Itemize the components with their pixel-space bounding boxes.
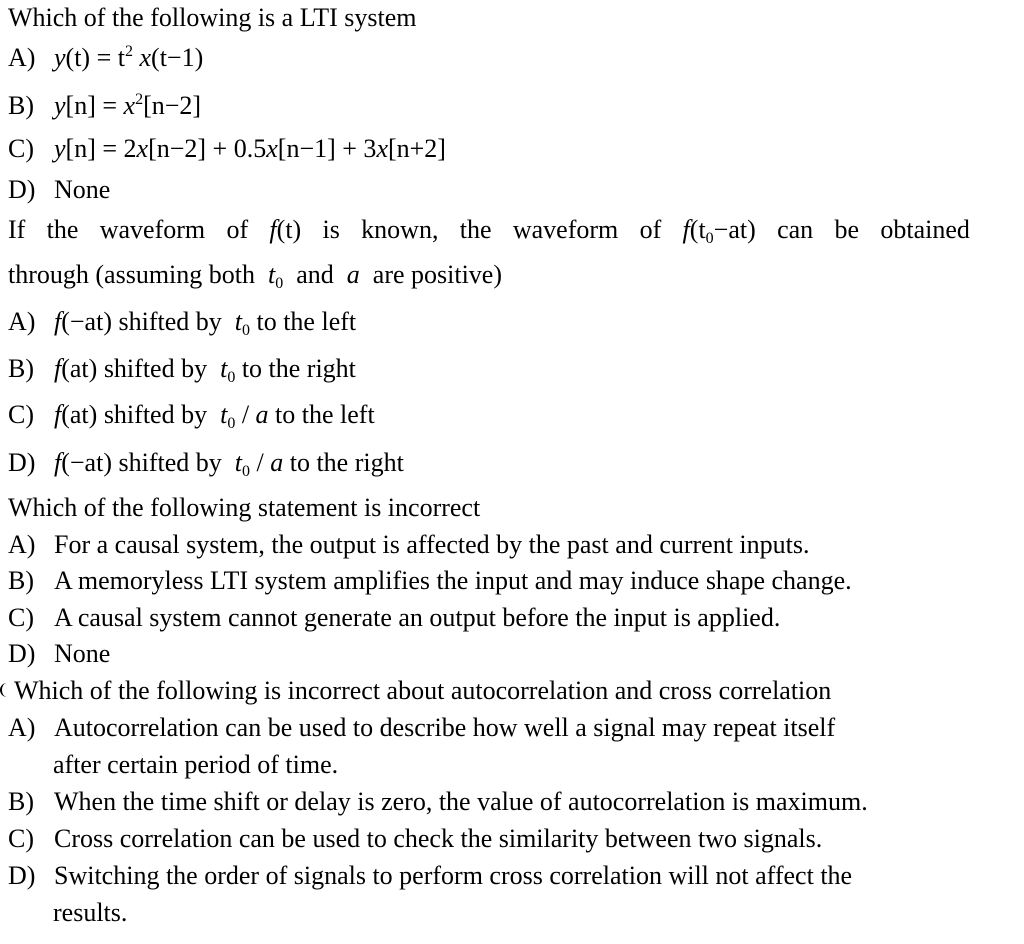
option-label: B) — [8, 354, 34, 383]
q3-option-a-text: For a causal system, the output is affected by the past and current inputs. — [54, 530, 810, 559]
q4-option-d-continuation: results. — [53, 898, 128, 927]
option-label: B) — [8, 566, 34, 595]
q2-option-b-text: f(at) shifted by $t_0$ to the right — [54, 354, 356, 386]
option-label: D) — [8, 448, 36, 477]
q1-option-c-text: y[n] = 2x[n−2] + 0.5x[n−1] + 3x[n+2] — [54, 134, 446, 163]
q4-option-c — [8, 824, 822, 854]
q2-option-b — [8, 354, 356, 384]
option-label: B) — [8, 91, 34, 120]
option-label: D) — [8, 861, 36, 890]
option-label: A) — [8, 713, 36, 742]
option-label: C) — [8, 134, 34, 163]
cropped-edge-mark — [0, 683, 8, 697]
q1-option-a-formula — [54, 43, 203, 72]
q1-option-b — [8, 91, 201, 121]
q1-option-c — [8, 134, 446, 164]
q2-option-c — [8, 400, 375, 430]
q2-option-d-text: f(−at) shifted by $t_0$ / a to the right — [54, 448, 404, 480]
q1-option-d — [8, 175, 110, 205]
q4-stem: Which of the following is incorrect about autocorrelation and cross correlation — [14, 676, 832, 705]
q2-option-c-text: f(at) shifted by $t_0$ / a to the left — [54, 400, 375, 432]
q4-option-b — [8, 787, 868, 817]
q1-option-d-text: None — [54, 175, 111, 204]
option-label: D) — [8, 175, 36, 204]
q4-option-a — [8, 713, 835, 743]
q3-option-b-text: A memoryless LTI system amplifies the input and may induce shape change. — [54, 566, 852, 595]
q2-option-a-text: f(−at) shifted by $t_0$ to the left — [54, 307, 357, 339]
q1-option-a-text: $y(t) = t^2$ x(t−1) — [54, 43, 204, 72]
q3-option-b — [8, 566, 852, 596]
q1-option-a — [8, 43, 203, 73]
q3-option-c — [8, 603, 780, 633]
option-label: B) — [8, 787, 34, 816]
q2-stem-line1: If the waveform of f(t) is known, the waveform of $f(t_0-at)$ can be obtained — [8, 215, 970, 247]
option-label: C) — [8, 400, 34, 429]
option-label: A) — [8, 307, 36, 336]
q1-stem: Which of the following is a LTI system — [8, 3, 417, 32]
q2-stem-line2: through (assuming both $t_0$ and a are positive) — [8, 260, 503, 292]
option-label: C) — [8, 603, 34, 632]
q3-option-a — [8, 530, 810, 560]
option-label: A) — [8, 43, 36, 72]
option-label: D) — [8, 639, 36, 668]
q4-option-a-continuation: after certain period of time. — [53, 750, 339, 779]
option-label: A) — [8, 530, 36, 559]
q4-option-c-text: Cross correlation can be used to check the similarity between two signals. — [54, 824, 823, 853]
q3-option-d-text: None — [54, 639, 111, 668]
q1-option-b-text: $y[n] = x^2[n-2]$ — [54, 91, 202, 120]
q3-stem: Which of the following statement is incorrect — [8, 493, 481, 522]
q4-option-a-text: Autocorrelation can be used to describe how well a signal may repeat itself — [54, 713, 836, 742]
q3-option-c-text: A causal system cannot generate an output before the input is applied. — [54, 603, 781, 632]
q4-option-d — [8, 861, 852, 891]
q4-option-b-text: When the time shift or delay is zero, the value of autocorrelation is maximum. — [54, 787, 868, 816]
option-label: C) — [8, 824, 34, 853]
q4-option-d-text: Switching the order of signals to perform cross correlation will not affect the — [54, 861, 853, 890]
q2-option-d — [8, 448, 404, 478]
q3-option-d — [8, 639, 110, 669]
q2-option-a — [8, 307, 356, 337]
